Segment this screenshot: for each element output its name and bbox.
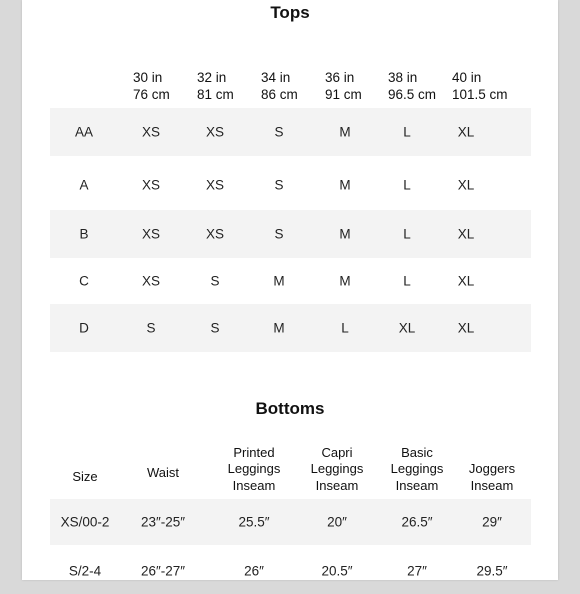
tops-size-cell: L <box>403 177 411 193</box>
tops-column-header: 30 in 76 cm <box>133 70 170 102</box>
bottoms-measure-cell: 26.5″ <box>401 514 433 530</box>
tops-size-cell: XL <box>398 320 416 336</box>
tops-size-cell: M <box>273 320 285 336</box>
tops-size-cell: XS <box>205 226 225 242</box>
tops-size-cell: L <box>403 124 411 140</box>
tops-row <box>50 258 531 304</box>
tops-size-cell: S <box>146 320 156 336</box>
bottoms-column-header: Basic Leggings Inseam <box>390 444 444 493</box>
tops-row <box>50 304 531 352</box>
tops-size-cell: M <box>273 273 285 289</box>
tops-size-cell: XS <box>141 273 161 289</box>
tops-column-header: 40 in 101.5 cm <box>452 70 508 102</box>
bottoms-row <box>50 548 531 594</box>
tops-size-cell: S <box>274 226 284 242</box>
tops-size-cell: XS <box>205 124 225 140</box>
bottoms-measure-cell: 29.5″ <box>476 563 508 579</box>
cup-size-label: A <box>79 177 89 193</box>
tops-size-cell: XL <box>457 273 475 289</box>
size-chart-page <box>22 0 558 580</box>
cup-size-label: B <box>79 226 89 242</box>
cup-size-label: AA <box>74 124 94 140</box>
tops-size-cell: XL <box>457 124 475 140</box>
tops-column-header: 34 in 86 cm <box>261 70 298 102</box>
tops-size-cell: S <box>210 320 220 336</box>
tops-row <box>50 108 531 156</box>
bottoms-header-row <box>22 440 558 495</box>
tops-row <box>50 161 531 209</box>
tops-size-cell: L <box>403 273 411 289</box>
bottoms-column-header: Joggers Inseam <box>468 461 516 493</box>
bottoms-column-header: Waist <box>146 464 180 480</box>
bottoms-column-header: Capri Leggings Inseam <box>310 444 364 493</box>
bottoms-measure-cell: 29″ <box>482 514 502 530</box>
tops-size-cell: S <box>210 273 220 289</box>
tops-column-header: 32 in 81 cm <box>197 70 234 102</box>
bottoms-measure-cell: 26″-27″ <box>140 563 186 579</box>
tops-size-cell: XS <box>141 177 161 193</box>
tops-size-cell: XS <box>141 226 161 242</box>
tops-size-cell: XS <box>141 124 161 140</box>
tops-size-cell: L <box>341 320 349 336</box>
bottoms-column-header: Printed Leggings Inseam <box>227 444 281 493</box>
tops-size-cell: XS <box>205 177 225 193</box>
tops-size-cell: XL <box>457 177 475 193</box>
bottoms-measure-cell: 20.5″ <box>321 563 353 579</box>
cup-size-label: D <box>79 320 89 336</box>
tops-size-cell: M <box>339 226 351 242</box>
tops-column-header: 38 in 96.5 cm <box>388 70 437 102</box>
bottoms-measure-cell: 23″-25″ <box>140 514 186 530</box>
bottoms-title: Bottoms <box>255 399 325 418</box>
bottoms-column-header: Size <box>72 468 98 484</box>
bottoms-row <box>50 499 531 545</box>
bottoms-size-label: S/2-4 <box>68 563 102 579</box>
tops-row <box>50 210 531 258</box>
tops-title: Tops <box>270 3 310 22</box>
tops-size-cell: S <box>274 124 284 140</box>
tops-size-cell: L <box>403 226 411 242</box>
tops-column-header: 36 in 91 cm <box>325 70 362 102</box>
tops-size-cell: XL <box>457 320 475 336</box>
bottoms-measure-cell: 26″ <box>244 563 264 579</box>
bottoms-measure-cell: 20″ <box>327 514 347 530</box>
tops-size-cell: S <box>274 177 284 193</box>
tops-size-cell: M <box>339 273 351 289</box>
tops-size-cell: M <box>339 177 351 193</box>
bottoms-measure-cell: 27″ <box>407 563 427 579</box>
tops-size-cell: XL <box>457 226 475 242</box>
bottoms-size-label: XS/00-2 <box>60 514 110 530</box>
tops-size-cell: M <box>339 124 351 140</box>
bottoms-measure-cell: 25.5″ <box>238 514 270 530</box>
cup-size-label: C <box>79 273 89 289</box>
